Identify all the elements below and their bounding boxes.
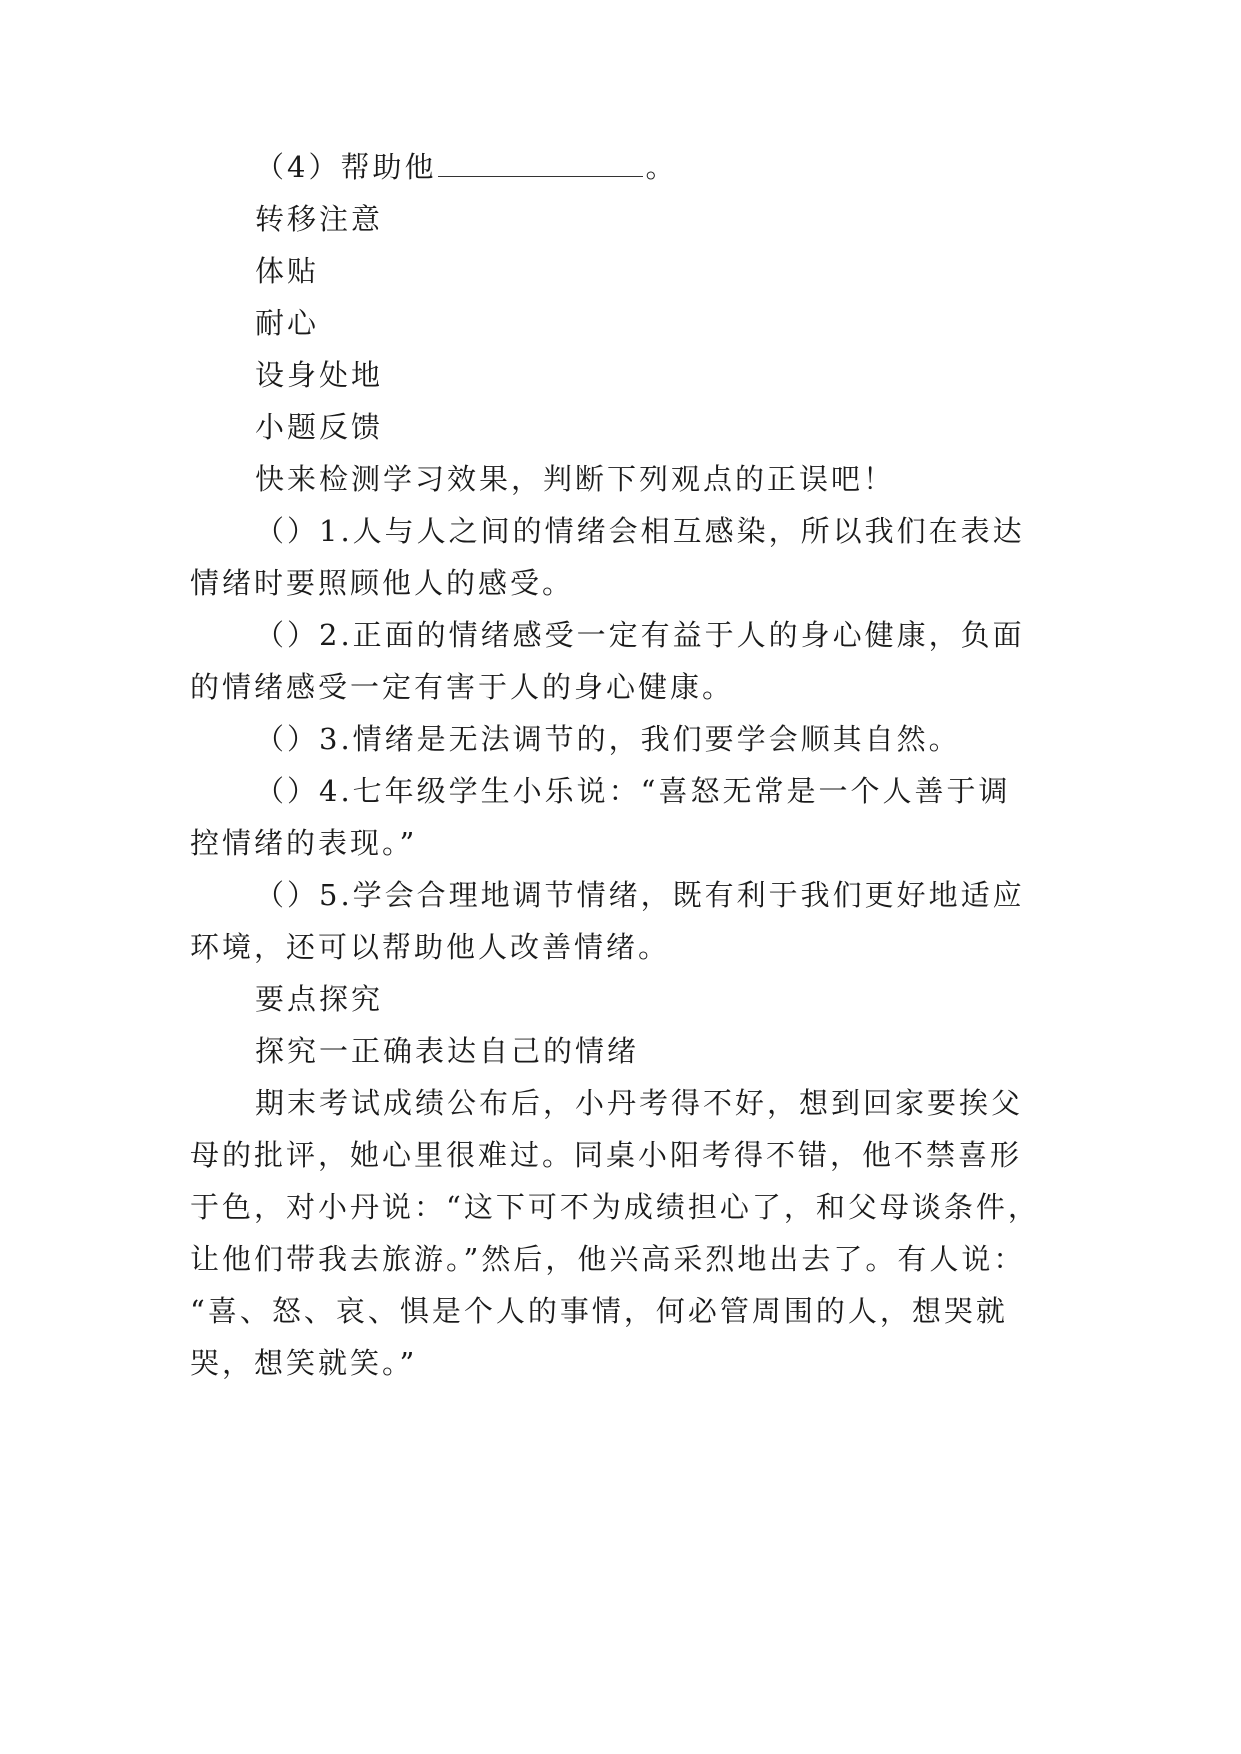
explore-title: 探究一正确表达自己的情绪	[255, 1034, 640, 1068]
answer-option: 设身处地	[255, 358, 384, 392]
statement-2-line-1: （）2.正面的情绪感受一定有益于人的身心健康，负面	[255, 618, 1025, 652]
statement-1-line-2: 情绪时要照顾他人的感受。	[190, 566, 575, 600]
section-heading-feedback: 小题反馈	[255, 410, 384, 444]
answer-blank[interactable]	[438, 150, 643, 177]
statement-5-line-2: 环境，还可以帮助他人改善情绪。	[190, 930, 671, 964]
statement-3-line-1: （）3.情绪是无法调节的，我们要学会顺其自然。	[255, 722, 961, 756]
statement-2-line-2: 的情绪感受一定有害于人的身心健康。	[190, 670, 735, 704]
answer-option: 转移注意	[255, 202, 384, 236]
story-line: 母的批评，她心里很难过。同桌小阳考得不错，他不禁喜形	[190, 1138, 1023, 1172]
statement-5-line-1: （）5.学会合理地调节情绪，既有利于我们更好地适应	[255, 878, 1025, 912]
statement-4-line-2: 控情绪的表现。”	[190, 826, 418, 860]
feedback-intro: 快来检测学习效果，判断下列观点的正误吧！	[255, 462, 896, 496]
question-4-suffix: 。	[645, 150, 678, 184]
statement-1-line-1: （）1.人与人之间的情绪会相互感染，所以我们在表达	[255, 514, 1025, 548]
question-4	[255, 150, 1155, 184]
question-4-prefix: （4）帮助他	[255, 150, 437, 184]
statement-4-line-1: （）4.七年级学生小乐说：“喜怒无常是一个人善于调	[255, 774, 1011, 808]
section-heading-key-points: 要点探究	[255, 982, 384, 1016]
story-line: 让他们带我去旅游。”然后，他兴高采烈地出去了。有人说：	[190, 1242, 1026, 1276]
story-line: 哭，想笑就笑。”	[190, 1346, 418, 1380]
story-line: 期末考试成绩公布后，小丹考得不好，想到回家要挨父	[255, 1086, 1024, 1120]
story-line: “喜、怒、哀、惧是个人的事情，何必管周围的人，想哭就	[190, 1294, 1008, 1328]
story-line: 于色，对小丹说：“这下可不为成绩担心了，和父母谈条件，	[190, 1190, 1040, 1224]
answer-option: 体贴	[255, 254, 320, 288]
answer-option: 耐心	[255, 306, 320, 340]
